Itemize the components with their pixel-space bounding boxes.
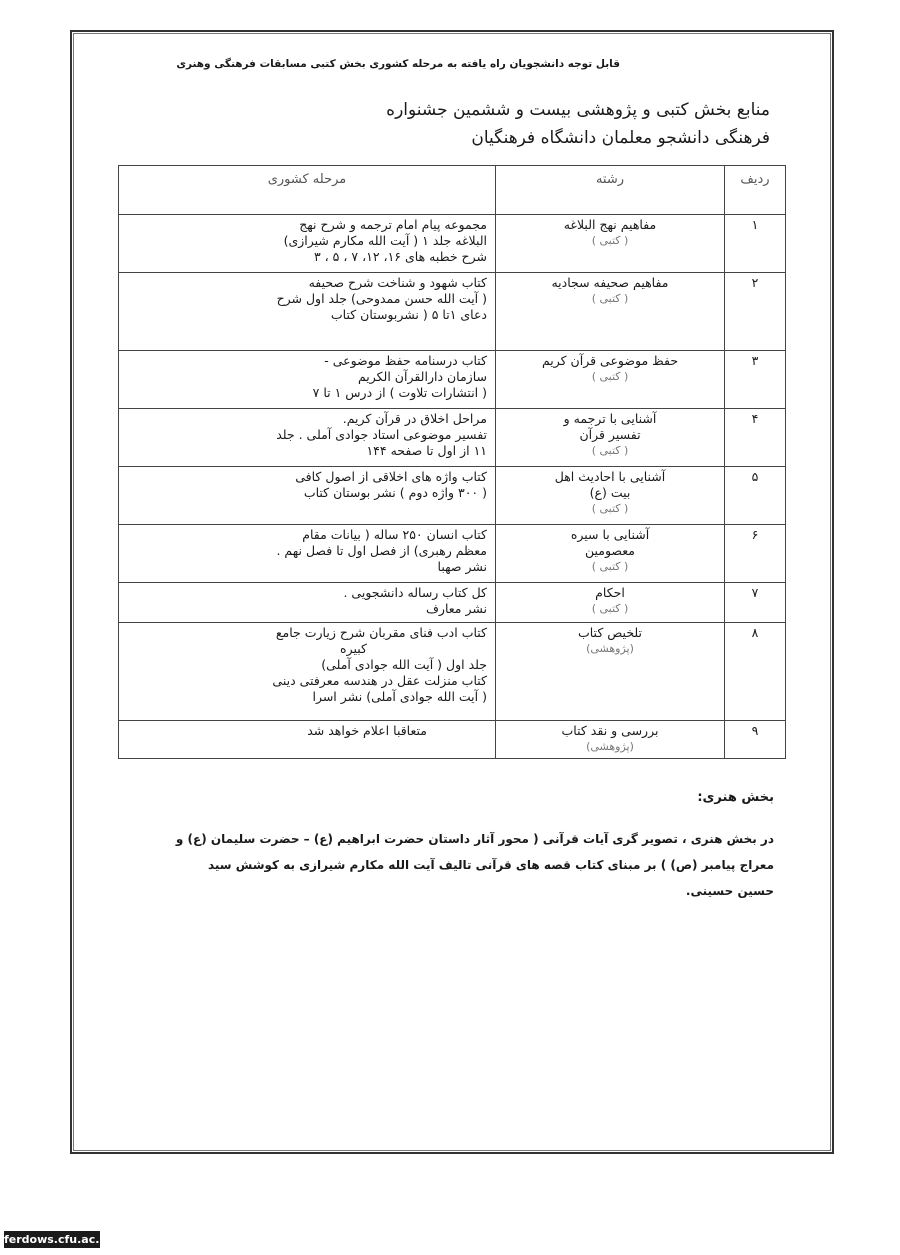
stage-line: ( انتشارات تلاوت ) از درس ۱ تا ۷ [312, 385, 487, 400]
stage-line: نشر معارف [425, 601, 487, 616]
field-line: آشنایی با سیره [570, 527, 650, 542]
stage-cell [119, 583, 496, 623]
art-section-text: در بخش هنری ، تصویر گری آیات قرآنی ( محور آثار داستان حضرت ابراهیم (ع) – حضرت سلیمان (ع) و معراج پیامبر (ص) ) بر مبنای کتاب قصه های قرآنی تالیف آیت الله مکارم شیرازی به کوشش سید حسین حسینی. [175, 832, 774, 898]
field-cell [496, 525, 725, 583]
table-row [119, 583, 786, 623]
art-section-heading: بخش هنری: [697, 790, 774, 805]
field-cell [496, 583, 725, 623]
stage-line: ۱۱ از اول تا صفحه ۱۴۴ [366, 443, 487, 458]
table-row [119, 525, 786, 583]
field-line: آشنایی با ترجمه و [563, 411, 657, 426]
type-label: ( کتبی ) [591, 502, 629, 515]
type-label: ( کتبی ) [591, 292, 629, 305]
stage-line: کتاب واژه های اخلاقی از اصول کافی [295, 469, 487, 484]
notice-heading: قابل توجه دانشجویان راه یافته به مرحله کشوری بخش کتبی مسابقات فرهنگی وهنری [176, 58, 620, 70]
row-number: ۵ [725, 467, 786, 525]
field-line: حفظ موضوعی قرآن کریم [541, 353, 679, 368]
field-line: مفاهیم صحیفه سجادیه [551, 275, 669, 290]
stage-line: شرح خطبه های ۱۶، ۱۲، ۷ ، ۵ ، ۳ [313, 249, 487, 264]
type-label: ( کتبی ) [591, 370, 629, 383]
type-label: (پژوهشی) [586, 740, 634, 753]
stage-line: ( آیت الله حسن ممدوحی) جلد اول شرح [276, 291, 487, 306]
row-number: ۲ [725, 273, 786, 351]
row-number: ۸ [725, 623, 786, 721]
table-row [119, 351, 786, 409]
header-field: رشته [496, 166, 725, 215]
stage-cell [119, 623, 496, 721]
row-number: ۹ [725, 721, 786, 759]
title-line-1: منابع بخش کتبی و پژوهشی بیست و ششمین جشنواره [386, 100, 770, 120]
stage-cell [119, 351, 496, 409]
stage-line: متعاقبا اعلام خواهد شد [307, 723, 427, 738]
row-number: ۷ [725, 583, 786, 623]
field-line: احکام [595, 585, 625, 600]
stage-cell [119, 215, 496, 273]
stage-line: ( آیت الله جوادی آملی) نشر اسرا [312, 689, 487, 704]
stage-cell [119, 273, 496, 351]
stage-line: مجموعه پیام امام ترجمه و شرح نهج [299, 217, 487, 232]
type-label: ( کتبی ) [591, 444, 629, 457]
field-line: بررسی و نقد کتاب [561, 723, 659, 738]
title-line-2: فرهنگی دانشجو معلمان دانشگاه فرهنگیان [471, 128, 770, 148]
type-label: ( کتبی ) [591, 234, 629, 247]
field-line: مفاهیم نهج البلاغه [563, 217, 657, 232]
stage-line: سازمان دارالقرآن الکریم [357, 369, 487, 384]
header-national-stage: مرحله کشوری [119, 166, 496, 215]
type-label: ( کتبی ) [591, 602, 629, 615]
table-row [119, 623, 786, 721]
stage-cell [119, 721, 496, 759]
field-cell [496, 623, 725, 721]
table-row [119, 409, 786, 467]
table-header-row [119, 166, 786, 215]
sources-table [118, 165, 786, 759]
field-cell [496, 721, 725, 759]
stage-line: کبیره [340, 641, 367, 656]
stage-line: کل کتاب رساله دانشجویی . [343, 585, 487, 600]
header-row-number: ردیف [725, 166, 786, 215]
table-row [119, 215, 786, 273]
stage-line: معظم رهبری) از فصل اول تا فصل نهم . [276, 543, 487, 558]
stage-line: کتاب شهود و شناخت شرح صحیفه [308, 275, 487, 290]
stage-cell [119, 467, 496, 525]
field-cell [496, 467, 725, 525]
type-label: (پژوهشی) [586, 642, 634, 655]
field-line: تفسیر قرآن [579, 427, 641, 442]
field-cell [496, 215, 725, 273]
stage-cell [119, 409, 496, 467]
table-row [119, 467, 786, 525]
main-title [120, 96, 770, 152]
footer-site-label: ferdows.cfu.ac.ir [4, 1233, 109, 1246]
row-number: ۳ [725, 351, 786, 409]
row-number: ۴ [725, 409, 786, 467]
field-cell [496, 409, 725, 467]
stage-line: کتاب منزلت عقل در هندسه معرفتی دینی [272, 673, 487, 688]
field-line: بیت (ع) [589, 485, 631, 500]
type-label: ( کتبی ) [591, 560, 629, 573]
field-line: آشنایی با احادیث اهل [554, 469, 666, 484]
field-cell [496, 273, 725, 351]
stage-line: کتاب درسنامه حفظ موضوعی - [324, 353, 487, 368]
row-number: ۱ [725, 215, 786, 273]
stage-line: تفسیر موضوعی استاد جوادی آملی . جلد [276, 427, 487, 442]
stage-line: جلد اول ( آیت الله جوادی آملی) [321, 657, 487, 672]
field-line: معصومین [584, 543, 635, 558]
table-row [119, 273, 786, 351]
stage-line: مراحل اخلاق در قرآن کریم. [342, 411, 487, 426]
footer-bar [0, 1228, 900, 1255]
stage-line: البلاغه جلد ۱ ( آیت الله مکارم شیرازی) [283, 233, 487, 248]
stage-line: کتاب ادب فنای مقربان شرح زیارت جامع [275, 625, 487, 640]
stage-line: کتاب انسان ۲۵۰ ساله ( بیانات مقام [302, 527, 487, 542]
field-cell [496, 351, 725, 409]
stage-line: ( ۳۰۰ واژه دوم ) نشر بوستان کتاب [303, 485, 487, 500]
row-number: ۶ [725, 525, 786, 583]
stage-cell [119, 525, 496, 583]
stage-line: نشر صهبا [437, 559, 487, 574]
field-line: تلخیص کتاب [577, 625, 643, 640]
stage-line: دعای ۱تا ۵ ( نشربوستان کتاب [330, 307, 487, 322]
table-row [119, 721, 786, 759]
